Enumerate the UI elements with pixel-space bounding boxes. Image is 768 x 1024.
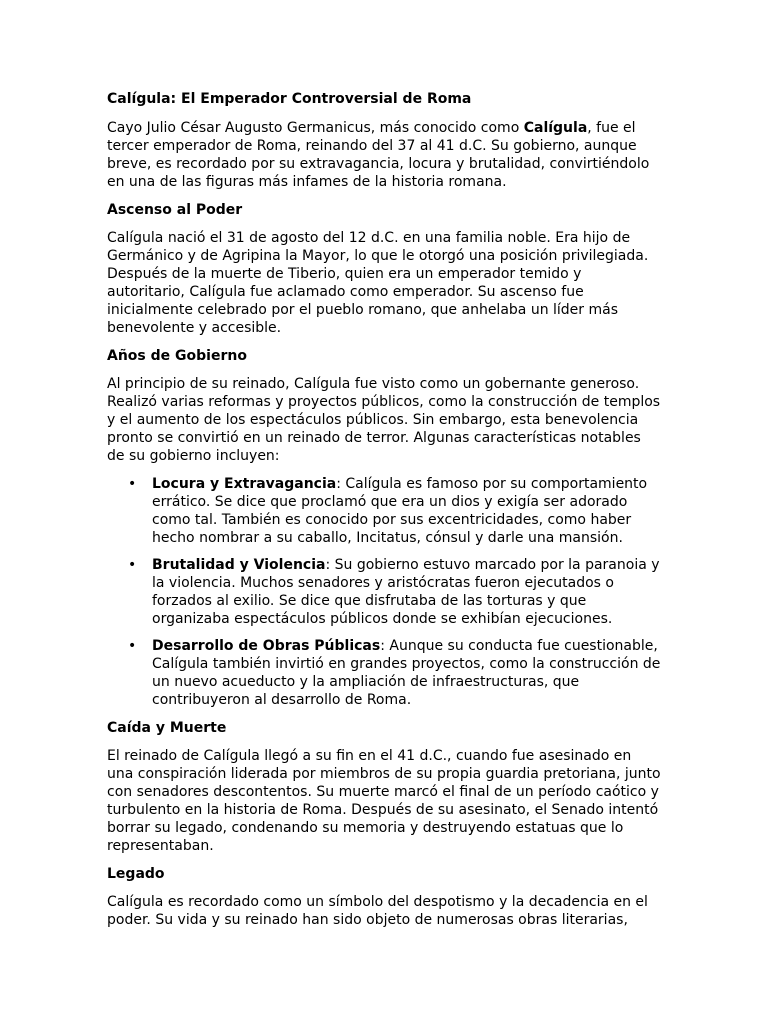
paragraph-gobierno: Al principio de su reinado, Calígula fue visto como un gobernante generoso. Realizó varias reformas y proyectos públicos, como la construcción de templos y el aumento de los espectáculos públicos. Sin embargo, esta benevolencia pronto se convirtió en un reinado de terror. Algunas características notables de su gobierno incluyen: xyxy=(107,376,661,464)
list-item-text: : Su gobierno estuvo marcado por la paranoia y la violencia. Muchos senadores y aristócratas fueron ejecutados o forzados al exilio. Se dice que disfrutaba de las torturas y que organizaba espectáculos públicos donde se exhibían ejecuciones. xyxy=(152,557,660,627)
list-item-term: Brutalidad y Violencia xyxy=(152,557,326,573)
intro-bold-name: Calígula xyxy=(523,120,588,136)
list-item-term: Desarrollo de Obras Públicas xyxy=(152,638,381,654)
intro-text-start: Cayo Julio César Augusto Germanicus, más conocido como xyxy=(107,120,524,136)
list-item-term: Locura y Extravagancia xyxy=(152,476,337,492)
intro-text-end: , fue el tercer emperador de Roma, reinando del 37 al 41 d.C. Su gobierno, aunque breve, es recordado por su extravagancia, locura y brutalidad, convirtiéndolo en una de las figuras más infames de la historia romana. xyxy=(107,120,650,190)
heading-legado: Legado xyxy=(107,866,165,882)
list-item xyxy=(107,637,662,709)
intro-paragraph xyxy=(107,119,662,191)
heading-caida: Caída y Muerte xyxy=(107,720,227,736)
paragraph-ascenso: Calígula nació el 31 de agosto del 12 d.C. en una familia noble. Era hijo de Germánico y de Agripina la Mayor, lo que le otorgó una posición privilegiada. Después de la muerte de Tiberio, quien era un emperador temido y autoritario, Calígula fue aclamado como emperador. Su ascenso fue inicialmente celebrado por el pueblo romano, que anhelaba un líder más benevolente y accesible. xyxy=(107,230,649,336)
paragraph-legado: Calígula es recordado como un símbolo del despotismo y la decadencia en el poder. Su vida y su reinado han sido objeto de numerosas obras literarias, xyxy=(107,894,648,928)
list-item-text: : Aunque su conducta fue cuestionable, Calígula también invirtió en grandes proyectos, como la construcción de un nuevo acueducto y la ampliación de infraestructuras, que contribuyeron al desarrollo de Roma. xyxy=(152,638,661,708)
paragraph-caida: El reinado de Calígula llegó a su fin en el 41 d.C., cuando fue asesinado en una conspiración liderada por miembros de su propia guardia pretoriana, junto con senadores descontentos. Su muerte marcó el final de un período caótico y turbulento en la historia de Roma. Después de su asesinato, el Senado intentó borrar su legado, condenando su memoria y destruyendo estatuas que lo representaban. xyxy=(107,748,661,854)
bullet-icon: • xyxy=(128,476,137,492)
bullet-icon: • xyxy=(128,638,137,654)
heading-gobierno: Años de Gobierno xyxy=(107,348,247,364)
list-item-text: : Calígula es famoso por su comportamiento errático. Se dice que proclamó que era un dios y exigía ser adorado como tal. También es conocido por sus excentricidades, como haber hecho nombrar a su caballo, Incitatus, cónsul y darle una mansión. xyxy=(152,476,648,546)
list-item xyxy=(107,475,662,547)
heading-ascenso: Ascenso al Poder xyxy=(107,202,243,218)
bullet-list xyxy=(107,475,662,709)
bullet-icon: • xyxy=(128,557,137,573)
document-title: Calígula: El Emperador Controversial de Roma xyxy=(107,91,472,107)
list-item xyxy=(107,556,662,628)
